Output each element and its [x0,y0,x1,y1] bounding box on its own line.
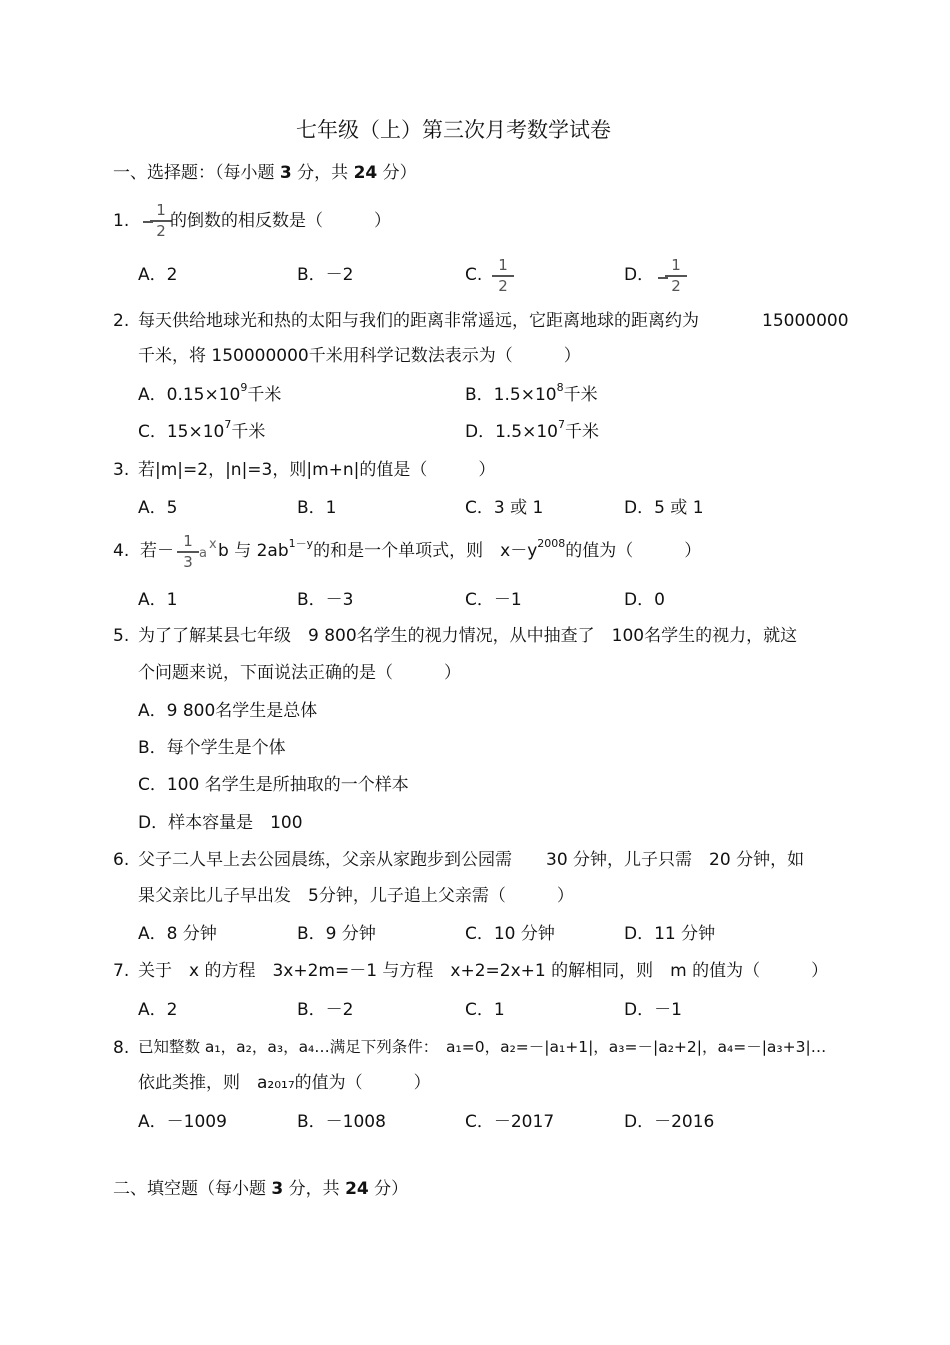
q1-option-c-fraction [490,257,516,295]
q8-option-a: A．－1009 [138,1112,227,1132]
q8-line1: 已知整数 a₁，a₂，a₃，a₄…满足下列条件： a₁=0，a₂=－|a₁+1|，a₃=－|a₂+2|，a₄=－|a₃+3|… [138,1038,827,1056]
q8-option-c: C．－2017 [465,1112,555,1132]
q6-line2: 果父亲比儿子早出发 5分钟，儿子追上父亲需（ ） [138,886,574,906]
section-2-post: 分） [374,1179,409,1199]
section-1-mid: 分，共 [297,163,349,183]
q8-number: 8. [113,1038,130,1058]
q3-text: 若|m|=2，|n|=3，则|m+n|的值是（ ） [138,460,496,480]
q4-exponent-2: 2008 [537,537,566,551]
q2-a-unit: 千米 [247,385,282,405]
q2-a-base: A．0.15×10 [138,385,241,405]
q7-option-c: C．1 [465,1000,505,1020]
q5-option-d: D．样本容量是 100 [138,813,303,833]
q8-option-d: D．－2016 [624,1112,715,1132]
q5-number: 5. [113,626,130,646]
q2-number: 2. [113,311,130,331]
section-1-pre: 一、选择题：（每小题 [113,163,275,183]
q6-line1: 父子二人早上去公园晨练，父亲从家跑步到公园需 30 分钟，儿子只需 20 分钟，如 [138,850,805,870]
q6-option-a: A．8 分钟 [138,924,217,944]
q2-c-exponent: 7 [224,418,232,432]
q3-option-b: B．1 [297,498,337,518]
q3-option-d: D．5 或 1 [624,498,704,518]
q2-option-a [138,381,282,405]
section-1-post: 分） [382,163,417,183]
section-2-mid: 分，共 [288,1179,340,1199]
q4-text [218,537,702,561]
q1-number: 1. [113,211,130,231]
q6-option-b: B．9 分钟 [297,924,376,944]
q7-number: 7. [113,961,130,981]
section-1-points: 3 [279,163,292,183]
q1-c-numerator: 1 [498,256,508,274]
section-2-pre: 二、填空题（每小题 [113,1179,266,1199]
q4-exponent-1: 1－y [288,537,314,551]
q2-option-c [138,418,266,442]
q4-option-c: C．－1 [465,590,522,610]
q3-option-c: C．3 或 1 [465,498,544,518]
q5-option-c: C．100 名学生是所抽取的一个样本 [138,775,409,795]
q6-option-d: D．11 分钟 [624,924,716,944]
q5-line1: 为了了解某县七年级 9 800名学生的视力情况，从中抽查了 100名学生的视力，就这 [138,626,798,646]
q4-post: 的值为（ ） [565,541,702,561]
q4-fraction [175,533,201,571]
q7-option-a: A．2 [138,1000,178,1020]
section-2-heading [113,1181,408,1198]
q4-option-b: B．－3 [297,590,354,610]
q1-option-d: D． [624,265,655,285]
q1-frac-denominator: 2 [156,221,166,240]
q1-c-denominator: 2 [498,276,508,295]
q5-option-b: B．每个学生是个体 [138,738,286,758]
q4-number: 4. [113,541,130,561]
q4-x-superscript: x [209,537,217,552]
page-title: 七年级（上）第三次月考数学试卷 [296,118,611,142]
q8-line2: 依此类推，则 a₂₀₁₇的值为（ ） [138,1073,431,1093]
q1-frac-numerator: 1 [156,201,166,219]
q4-mid2: 的和是一个单项式，则 x－y [313,541,538,561]
q4-prefix: 若－ [140,541,174,561]
q4-frac-numerator: 1 [183,532,193,550]
q6-number: 6. [113,850,130,870]
q3-option-a: A．5 [138,498,178,518]
q2-d-base: D．1.5×10 [465,422,559,442]
q2-a-exponent: 9 [240,381,248,395]
q2-option-d [465,418,600,442]
section-1-heading [113,165,417,182]
q1-option-c: C. [465,265,483,285]
q1-text: 的倒数的相反数是（ ） [170,211,391,231]
q2-d-exponent: 7 [558,418,566,432]
q2-b-unit: 千米 [563,385,598,405]
q2-d-unit: 千米 [565,422,600,442]
q1-option-d-fraction [663,257,689,295]
q7-option-d: D．－1 [624,1000,682,1020]
q5-option-a: A．9 800名学生是总体 [138,701,318,721]
q6-option-c: C．10 分钟 [465,924,555,944]
q4-option-a: A．1 [138,590,178,610]
q2-option-b [465,381,598,405]
section-2-points: 3 [271,1179,284,1199]
q1-d-numerator: 1 [671,256,681,274]
q3-number: 3. [113,460,130,480]
section-1-total: 24 [353,163,378,183]
q2-c-unit: 千米 [231,422,266,442]
q2-c-base: C．15×10 [138,422,225,442]
q2-b-exponent: 8 [556,381,564,395]
q4-option-d: D．0 [624,590,665,610]
q2-line2: 千米，将 150000000千米用科学记数法表示为（ ） [138,346,581,366]
q4-mid: b 与 2ab [218,541,289,561]
q4-frac-denominator: 3 [183,552,193,571]
q5-line2: 个问题来说，下面说法正确的是（ ） [138,663,461,683]
q2-line1-number: 15000000 [762,311,849,331]
q7-text: 关于 x 的方程 3x+2m=－1 与方程 x+2=2x+1 的解相同，则 m 的值为（ ） [138,961,829,981]
q1-option-b: B．－2 [297,265,354,285]
q2-line1: 每天供给地球光和热的太阳与我们的距离非常遥远，它距离地球的距离约为 [138,311,699,331]
section-2-total: 24 [345,1179,369,1199]
q1-d-denominator: 2 [671,276,681,295]
q4-a-letter: a [199,546,207,561]
q2-b-base: B．1.5×10 [465,385,557,405]
q8-option-b: B．－1008 [297,1112,386,1132]
q7-option-b: B．－2 [297,1000,354,1020]
q1-option-a: A．2 [138,265,178,285]
